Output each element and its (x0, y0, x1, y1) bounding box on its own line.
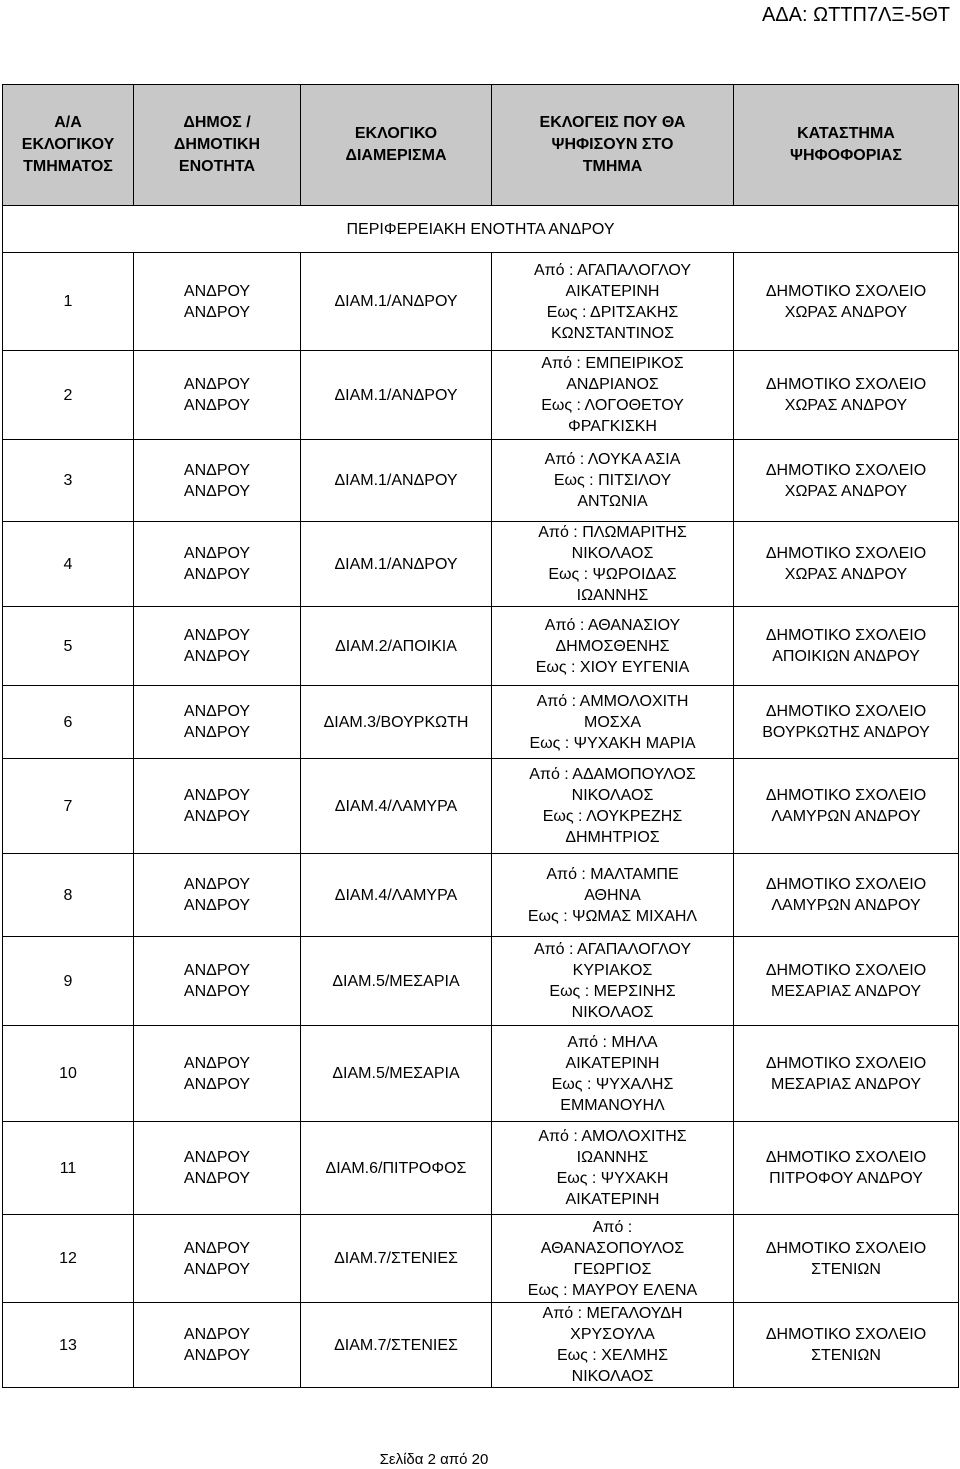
municipality-cell: ΑΝΔΡΟΥ ΑΝΔΡΟΥ (134, 1122, 301, 1215)
polling-station-cell: ΔΗΜΟΤΙΚΟ ΣΧΟΛΕΙΟ ΣΤΕΝΙΩΝ (734, 1215, 959, 1303)
table-row (3, 937, 959, 1026)
municipality-cell: ΑΝΔΡΟΥ ΑΝΔΡΟΥ (134, 607, 301, 686)
table-row (3, 1122, 959, 1215)
voters-range-cell: Από : ΜΑΛΤΑΜΠΕ ΑΘΗΝΑ Εως : ΨΩΜΑΣ ΜΙΧΑΗΛ (492, 854, 734, 937)
polling-station-cell: ΔΗΜΟΤΙΚΟ ΣΧΟΛΕΙΟ ΛΑΜΥΡΩΝ ΑΝΔΡΟΥ (734, 759, 959, 854)
ada-code: ΑΔΑ: ΩΤΤΠ7ΛΞ-5ΘΤ (761, 4, 950, 26)
voters-range-cell: Από : ΑΔΑΜΟΠΟΥΛΟΣ ΝΙΚΟΛΑΟΣ Εως : ΛΟΥΚΡΕΖΗΣ ΔΗΜΗΤΡΙΟΣ (492, 759, 734, 854)
municipality-cell: ΑΝΔΡΟΥ ΑΝΔΡΟΥ (134, 1026, 301, 1122)
district-cell: ΔΙΑΜ.1/ΑΝΔΡΟΥ (301, 253, 492, 351)
district-cell: ΔΙΑΜ.1/ΑΝΔΡΟΥ (301, 522, 492, 607)
header-diamerisma: ΕΚΛΟΓΙΚΟ ΔΙΑΜΕΡΙΣΜΑ (301, 85, 492, 206)
voters-range-cell: Από : ΜΕΓΑΛΟΥΔΗ ΧΡΥΣΟΥΛΑ Εως : ΧΕΛΜΗΣ ΝΙΚΟΛΑΟΣ (492, 1303, 734, 1388)
table-row (3, 1026, 959, 1122)
voters-range-cell: Από : ΜΗΛΑ ΑΙΚΑΤΕΡΙΝΗ Εως : ΨΥΧΑΛΗΣ ΕΜΜΑΝΟΥΗΛ (492, 1026, 734, 1122)
voters-range-cell: Από : ΑΘΑΝΑΣΙΟΥ ΔΗΜΟΣΘΕΝΗΣ Εως : ΧΙΟΥ ΕΥΓΕΝΙΑ (492, 607, 734, 686)
voters-range-cell: Από : ΛΟΥΚΑ ΑΣΙΑ Εως : ΠΙΤΣΙΛΟΥ ΑΝΤΩΝΙΑ (492, 440, 734, 522)
region-row (3, 206, 959, 253)
table-row (3, 759, 959, 854)
municipality-cell: ΑΝΔΡΟΥ ΑΝΔΡΟΥ (134, 253, 301, 351)
header-station: ΚΑΤΑΣΤΗΜΑ ΨΗΦΟΦΟΡΙΑΣ (734, 85, 959, 206)
row-number: 12 (3, 1215, 134, 1303)
voters-range-cell: Από : ΑΜΟΛΟΧΙΤΗΣ ΙΩΑΝΝΗΣ Εως : ΨΥΧΑΚΗ ΑΙΚΑΤΕΡΙΝΗ (492, 1122, 734, 1215)
row-number: 1 (3, 253, 134, 351)
header-dimos: ΔΗΜΟΣ / ΔΗΜΟΤΙΚΗ ΕΝΟΤΗΤΑ (134, 85, 301, 206)
polling-station-cell: ΔΗΜΟΤΙΚΟ ΣΧΟΛΕΙΟ ΧΩΡΑΣ ΑΝΔΡΟΥ (734, 522, 959, 607)
voters-range-cell: Από : ΑΜΜΟΛΟΧΙΤΗ ΜΟΣΧΑ Εως : ΨΥΧΑΚΗ ΜΑΡΙΑ (492, 686, 734, 759)
row-number: 3 (3, 440, 134, 522)
district-cell: ΔΙΑΜ.7/ΣΤΕΝΙΕΣ (301, 1303, 492, 1388)
municipality-cell: ΑΝΔΡΟΥ ΑΝΔΡΟΥ (134, 759, 301, 854)
table-row (3, 253, 959, 351)
header-voters: ΕΚΛΟΓΕΙΣ ΠΟΥ ΘΑ ΨΗΦΙΣΟΥΝ ΣΤΟ ΤΜΗΜΑ (492, 85, 734, 206)
row-number: 2 (3, 351, 134, 440)
page-footer: Σελίδα 2 από 20 (379, 1451, 489, 1468)
district-cell: ΔΙΑΜ.1/ΑΝΔΡΟΥ (301, 351, 492, 440)
voters-range-cell: Από : ΕΜΠΕΙΡΙΚΟΣ ΑΝΔΡΙΑΝΟΣ Εως : ΛΟΓΟΘΕΤΟΥ ΦΡΑΓΚΙΣΚΗ (492, 351, 734, 440)
table-row (3, 607, 959, 686)
municipality-cell: ΑΝΔΡΟΥ ΑΝΔΡΟΥ (134, 440, 301, 522)
table-row (3, 351, 959, 440)
polling-station-cell: ΔΗΜΟΤΙΚΟ ΣΧΟΛΕΙΟ ΑΠΟΙΚΙΩΝ ΑΝΔΡΟΥ (734, 607, 959, 686)
district-cell: ΔΙΑΜ.3/ΒΟΥΡΚΩΤΗ (301, 686, 492, 759)
region-title: ΠΕΡΙΦΕΡΕΙΑΚΗ ΕΝΟΤΗΤΑ ΑΝΔΡΟΥ (3, 206, 959, 253)
row-number: 13 (3, 1303, 134, 1388)
polling-station-cell: ΔΗΜΟΤΙΚΟ ΣΧΟΛΕΙΟ ΜΕΣΑΡΙΑΣ ΑΝΔΡΟΥ (734, 937, 959, 1026)
table-row (3, 440, 959, 522)
district-cell: ΔΙΑΜ.5/ΜΕΣΑΡΙΑ (301, 937, 492, 1026)
municipality-cell: ΑΝΔΡΟΥ ΑΝΔΡΟΥ (134, 1303, 301, 1388)
table-row (3, 1215, 959, 1303)
polling-stations-table (2, 84, 959, 1388)
row-number: 9 (3, 937, 134, 1026)
district-cell: ΔΙΑΜ.7/ΣΤΕΝΙΕΣ (301, 1215, 492, 1303)
table-row (3, 522, 959, 607)
polling-station-cell: ΔΗΜΟΤΙΚΟ ΣΧΟΛΕΙΟ ΠΙΤΡΟΦΟΥ ΑΝΔΡΟΥ (734, 1122, 959, 1215)
row-number: 4 (3, 522, 134, 607)
row-number: 11 (3, 1122, 134, 1215)
polling-station-cell: ΔΗΜΟΤΙΚΟ ΣΧΟΛΕΙΟ ΜΕΣΑΡΙΑΣ ΑΝΔΡΟΥ (734, 1026, 959, 1122)
row-number: 10 (3, 1026, 134, 1122)
header-row (3, 85, 959, 206)
row-number: 5 (3, 607, 134, 686)
table-row (3, 854, 959, 937)
district-cell: ΔΙΑΜ.6/ΠΙΤΡΟΦΟΣ (301, 1122, 492, 1215)
municipality-cell: ΑΝΔΡΟΥ ΑΝΔΡΟΥ (134, 937, 301, 1026)
row-number: 6 (3, 686, 134, 759)
polling-station-cell: ΔΗΜΟΤΙΚΟ ΣΧΟΛΕΙΟ ΧΩΡΑΣ ΑΝΔΡΟΥ (734, 440, 959, 522)
municipality-cell: ΑΝΔΡΟΥ ΑΝΔΡΟΥ (134, 686, 301, 759)
municipality-cell: ΑΝΔΡΟΥ ΑΝΔΡΟΥ (134, 522, 301, 607)
district-cell: ΔΙΑΜ.4/ΛΑΜΥΡΑ (301, 759, 492, 854)
voters-range-cell: Από : ΑΓΑΠΑΛΟΓΛΟΥ ΑΙΚΑΤΕΡΙΝΗ Εως : ΔΡΙΤΣΑΚΗΣ ΚΩΝΣΤΑΝΤΙΝΟΣ (492, 253, 734, 351)
row-number: 7 (3, 759, 134, 854)
district-cell: ΔΙΑΜ.1/ΑΝΔΡΟΥ (301, 440, 492, 522)
table-row (3, 1303, 959, 1388)
voters-range-cell: Από : ΑΘΑΝΑΣΟΠΟΥΛΟΣ ΓΕΩΡΓΙΟΣ Εως : ΜΑΥΡΟΥ ΕΛΕΝΑ (492, 1215, 734, 1303)
municipality-cell: ΑΝΔΡΟΥ ΑΝΔΡΟΥ (134, 351, 301, 440)
municipality-cell: ΑΝΔΡΟΥ ΑΝΔΡΟΥ (134, 1215, 301, 1303)
district-cell: ΔΙΑΜ.2/ΑΠΟΙΚΙΑ (301, 607, 492, 686)
district-cell: ΔΙΑΜ.5/ΜΕΣΑΡΙΑ (301, 1026, 492, 1122)
district-cell: ΔΙΑΜ.4/ΛΑΜΥΡΑ (301, 854, 492, 937)
polling-station-cell: ΔΗΜΟΤΙΚΟ ΣΧΟΛΕΙΟ ΧΩΡΑΣ ΑΝΔΡΟΥ (734, 253, 959, 351)
header-aa: Α/Α ΕΚΛΟΓΙΚΟΥ ΤΜΗΜΑΤΟΣ (3, 85, 134, 206)
polling-station-cell: ΔΗΜΟΤΙΚΟ ΣΧΟΛΕΙΟ ΣΤΕΝΙΩΝ (734, 1303, 959, 1388)
polling-station-cell: ΔΗΜΟΤΙΚΟ ΣΧΟΛΕΙΟ ΛΑΜΥΡΩΝ ΑΝΔΡΟΥ (734, 854, 959, 937)
voters-range-cell: Από : ΠΛΩΜΑΡΙΤΗΣ ΝΙΚΟΛΑΟΣ Εως : ΨΩΡΟΙΔΑΣ ΙΩΑΝΝΗΣ (492, 522, 734, 607)
table-row (3, 686, 959, 759)
polling-station-cell: ΔΗΜΟΤΙΚΟ ΣΧΟΛΕΙΟ ΒΟΥΡΚΩΤΗΣ ΑΝΔΡΟΥ (734, 686, 959, 759)
row-number: 8 (3, 854, 134, 937)
polling-station-cell: ΔΗΜΟΤΙΚΟ ΣΧΟΛΕΙΟ ΧΩΡΑΣ ΑΝΔΡΟΥ (734, 351, 959, 440)
municipality-cell: ΑΝΔΡΟΥ ΑΝΔΡΟΥ (134, 854, 301, 937)
voters-range-cell: Από : ΑΓΑΠΑΛΟΓΛΟΥ ΚΥΡΙΑΚΟΣ Εως : ΜΕΡΣΙΝΗΣ ΝΙΚΟΛΑΟΣ (492, 937, 734, 1026)
